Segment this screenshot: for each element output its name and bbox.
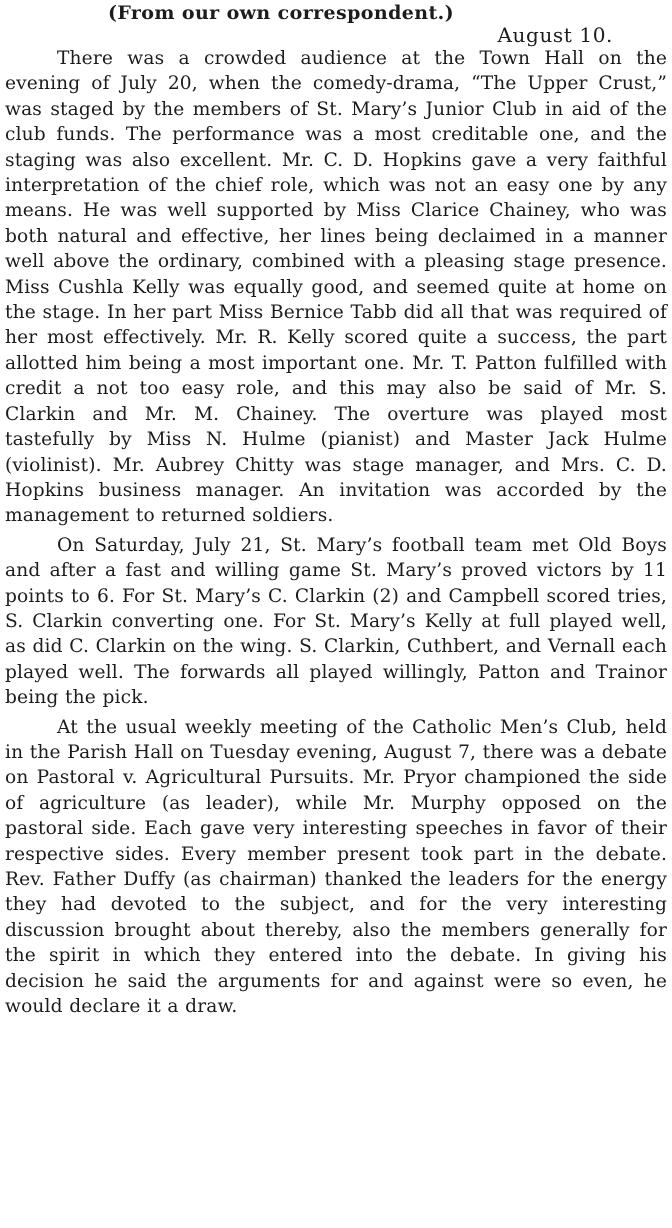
- dateline: August 10.: [497, 23, 613, 47]
- paragraph-football-match: On Saturday, July 21, St. Mary’s football team met Old Boys and after a fast and willing game St. Mary’s proved victors by 11 points to 6. For St. Mary’s C. Clarkin (2) and Campbell scored tries, S. Clarkin converting one. For St. Mary’s Kelly at full played well, as did C. Clarkin on the wing. S. Clarkin, Cuthbert, and Vernall each played well. The forwards all played willingly, Patton and Trainor being the pick.: [5, 534, 667, 709]
- correspondent-heading: (From our own correspondent.): [107, 2, 455, 24]
- paragraph-mens-club-debate: At the usual weekly meeting of the Catholic Men’s Club, held in the Parish Hall on Tuesday evening, August 7, there was a debate on Pastoral v. Agricultural Pursuits. Mr. Pryor championed the side of agriculture (as leader), while Mr. Murphy opposed on the pastoral side. Each gave very interesting speeches in favor of their respective sides. Every member present took part in the debate. Rev. Father Duffy (as chairman) thanked the leaders for the energy they had devoted to the subject, and for the very interesting discussion brought about thereby, also the members generally for the spirit in which they entered into the debate. In giving his decision he said the arguments for and against were so even, he would declare it a draw.: [5, 716, 667, 1018]
- paragraph-town-hall-play: There was a crowded audience at the Town Hall on the evening of July 20, when the comedy-drama, “The Upper Crust,” was staged by the members of St. Mary’s Junior Club in aid of the club funds. The performance was a most creditable one, and the staging was also excellent. Mr. C. D. Hopkins gave a very faithful interpretation of the chief role, which was not an easy one by any means. He was well supported by Miss Clarice Chainey, who was both natural and effective, her lines being declaimed in a manner well above the ordinary, combined with a pleasing stage presence. Miss Cushla Kelly was equally good, and seemed quite at home on the stage. In her part Miss Bernice Tabb did all that was required of her most effectively. Mr. R. Kelly scored quite a success, the part allotted him being a most important one. Mr. T. Patton fulfilled with credit a not too easy role, and this may also be said of Mr. S. Clarkin and Mr. M. Chainey. The overture was played most tastefully by Miss N. Hulme (pianist) and Master Jack Hulme (violinist). Mr. Aubrey Chitty was stage manager, and Mrs. C. D. Hopkins business manager. An invitation was accorded by the management to returned soldiers.: [5, 48, 667, 527]
